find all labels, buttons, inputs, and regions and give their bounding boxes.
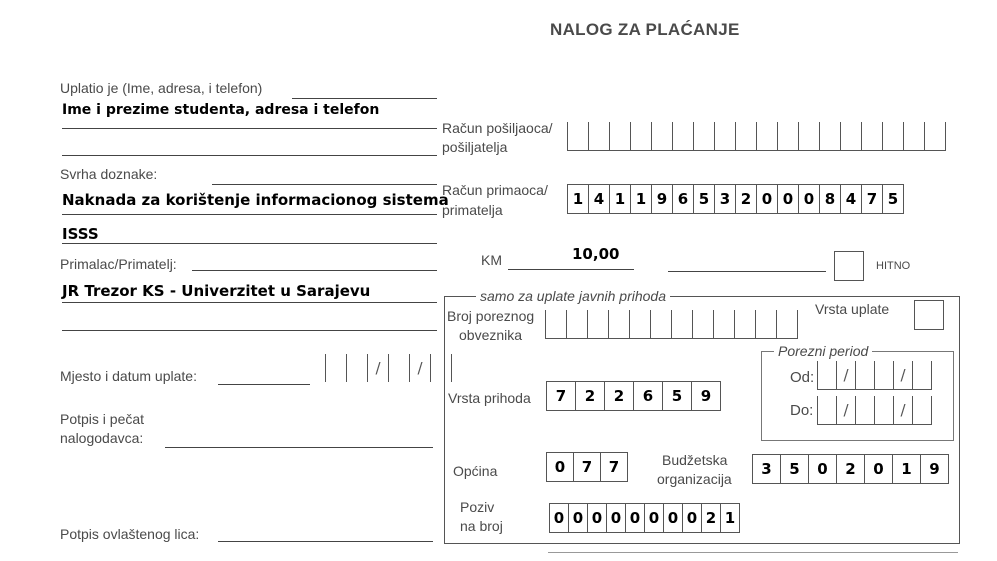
recipient-account-digit[interactable]: 0 [757,184,778,214]
municipality-label: Općina [453,463,498,479]
reference-digit[interactable]: 0 [588,503,607,533]
sender-account-cell[interactable] [904,122,925,151]
sender-account-cell[interactable] [589,122,610,151]
reference-digit[interactable]: 0 [664,503,683,533]
urgent-label: HITNO [876,260,911,272]
tax-period-from-label: Od: [790,369,815,386]
taxpayer-number-cell[interactable] [545,310,567,339]
recipient-account-digit[interactable]: 4 [589,184,610,214]
sender-account-cell[interactable] [883,122,904,151]
tax-period-cell[interactable] [913,396,932,425]
date-cell[interactable] [389,354,410,382]
recipient-account-digit[interactable]: 4 [841,184,862,214]
recipient-account-digit[interactable]: 5 [883,184,904,214]
taxpayer-number-cell[interactable] [672,310,693,339]
municipality-digit[interactable]: 7 [601,452,628,482]
date-separator: / [410,354,431,382]
taxpayer-number-cell[interactable] [567,310,588,339]
sender-account-cell[interactable] [715,122,736,151]
recipient-line-1 [62,302,437,303]
taxpayer-number-cell[interactable] [693,310,714,339]
payment-type-box[interactable] [914,300,944,330]
taxpayer-number-cell[interactable] [609,310,630,339]
recipient-account-digit[interactable]: 1 [631,184,652,214]
payer-line-1 [292,98,437,99]
amount-line [508,269,634,270]
form-title: NALOG ZA PLAĆANJE [550,20,740,39]
place-date-label: Mjesto i datum uplate: [60,368,197,384]
taxpayer-number-cell[interactable] [777,310,798,339]
tax-period-separator: / [837,361,856,390]
recipient-account-digit[interactable]: 5 [694,184,715,214]
reference-digit[interactable]: 2 [702,503,721,533]
sender-account-label-2: pošiljatelja [442,139,508,155]
tax-period-from-boxes[interactable] [817,361,932,390]
tax-period-cell[interactable] [875,361,894,390]
recipient-account-digit[interactable]: 6 [673,184,694,214]
municipality-digit[interactable]: 7 [574,452,601,482]
reference-boxes[interactable] [549,503,740,533]
authorized-signature-label: Potpis ovlaštenog lica: [60,526,200,542]
sender-account-cell[interactable] [631,122,652,151]
payer-line-3 [62,155,437,156]
sender-account-cell[interactable] [567,122,589,151]
taxpayer-number-cell[interactable] [651,310,672,339]
revenue-type-digit[interactable]: 9 [692,381,721,411]
revenue-type-digit[interactable]: 2 [576,381,605,411]
revenue-type-digit[interactable]: 6 [634,381,663,411]
payer-label: Uplatio je (Ime, adresa, i telefon) [60,80,263,96]
date-cell[interactable] [325,354,347,382]
recipient-account-digit[interactable]: 1 [567,184,589,214]
authorized-signature-line[interactable] [218,541,433,542]
payment-type-label: Vrsta uplate [815,301,890,317]
tax-period-cell[interactable] [817,396,837,425]
budget-org-label-2: organizacija [657,471,732,487]
sender-account-label-1: Račun pošiljaoca/ [442,120,553,136]
recipient-account-boxes[interactable] [567,184,904,214]
tax-period-cell[interactable] [875,396,894,425]
tax-period-separator: / [837,396,856,425]
public-revenue-legend: samo za uplate javnih prihoda [476,288,670,304]
tax-period-separator: / [894,361,913,390]
tax-period-cell[interactable] [913,361,932,390]
reference-digit[interactable]: 0 [645,503,664,533]
recipient-account-label-1: Račun primaoca/ [442,182,548,198]
payer-signature-label-2: nalogodavca: [60,430,144,446]
amount-value[interactable]: 10,00 [572,245,620,263]
reference-digit[interactable]: 1 [721,503,740,533]
payer-value[interactable]: Ime i prezime studenta, adresa i telefon [62,102,380,118]
tax-period-to-boxes[interactable] [817,396,932,425]
place-date-line [218,384,310,385]
budget-org-digit[interactable]: 9 [921,454,949,484]
budget-org-digit[interactable]: 5 [781,454,809,484]
revenue-type-boxes[interactable] [546,381,721,411]
sender-account-boxes[interactable] [567,122,946,151]
taxpayer-number-cell[interactable] [756,310,777,339]
recipient-account-digit[interactable]: 9 [652,184,673,214]
purpose-label: Svrha doznake: [60,166,158,182]
taxpayer-number-boxes[interactable] [545,310,798,339]
municipality-boxes[interactable] [546,452,628,482]
date-cell[interactable] [347,354,368,382]
budget-org-boxes[interactable] [752,454,949,484]
recipient-account-label-2: primatelja [442,202,503,218]
budget-org-digit[interactable]: 0 [865,454,893,484]
payer-line-2 [62,128,437,129]
reference-label-1: Poziv [460,499,495,515]
taxpayer-number-label-2: obveznika [459,327,523,343]
urgent-checkbox[interactable] [834,251,864,281]
tax-period-cell[interactable] [856,396,875,425]
recipient-line-2 [62,330,437,331]
sender-account-cell[interactable] [736,122,757,151]
purpose-value-2[interactable]: ISSS [62,225,99,243]
tax-period-cell[interactable] [817,361,837,390]
reference-digit[interactable]: 0 [683,503,702,533]
recipient-account-digit[interactable]: 7 [862,184,883,214]
taxpayer-number-cell[interactable] [630,310,651,339]
reference-digit[interactable]: 0 [626,503,645,533]
revenue-type-digit[interactable]: 2 [605,381,634,411]
budget-org-digit[interactable]: 3 [752,454,781,484]
tax-period-separator: / [894,396,913,425]
sender-account-cell[interactable] [778,122,799,151]
municipality-digit[interactable]: 0 [546,452,574,482]
currency-label: KM [481,252,502,268]
recipient-account-digit[interactable]: 2 [736,184,757,214]
recipient-account-digit[interactable]: 0 [799,184,820,214]
reference-label-2: na broj [460,518,503,534]
revenue-type-label: Vrsta prihoda [448,390,531,406]
purpose-line-0 [212,184,437,185]
date-separator: / [368,354,389,382]
reference-digit[interactable]: 0 [569,503,588,533]
payer-signature-line[interactable] [165,447,433,448]
tax-period-cell[interactable] [856,361,875,390]
purpose-line-1 [62,214,437,215]
taxpayer-number-cell[interactable] [588,310,609,339]
reference-digit[interactable]: 0 [607,503,626,533]
budget-org-label-1: Budžetska [662,452,728,468]
sender-account-cell[interactable] [694,122,715,151]
sender-account-cell[interactable] [673,122,694,151]
revenue-type-digit[interactable]: 5 [663,381,692,411]
sender-account-cell[interactable] [841,122,862,151]
taxpayer-number-label-1: Broj poreznog [447,308,535,324]
date-boxes[interactable] [325,354,452,382]
tax-period-legend: Porezni period [774,343,872,359]
recipient-value[interactable]: JR Trezor KS - Univerzitet u Sarajevu [62,282,371,300]
recipient-account-digit[interactable]: 1 [610,184,631,214]
recipient-account-digit[interactable]: 3 [715,184,736,214]
budget-org-digit[interactable]: 2 [837,454,865,484]
taxpayer-number-cell[interactable] [714,310,735,339]
taxpayer-number-cell[interactable] [735,310,756,339]
sender-account-cell[interactable] [925,122,946,151]
sender-account-cell[interactable] [757,122,778,151]
sender-account-cell[interactable] [862,122,883,151]
sender-account-cell[interactable] [799,122,820,151]
reference-digit[interactable]: 0 [549,503,569,533]
amount-line-2 [668,271,826,272]
purpose-line-2 [62,243,437,244]
payer-signature-label-1: Potpis i pečat [60,411,145,427]
purpose-value-1[interactable]: Naknada za korištenje informacionog sistema [62,191,449,209]
tax-period-to-label: Do: [790,402,814,419]
sender-account-cell[interactable] [820,122,841,151]
sender-account-cell[interactable] [652,122,673,151]
bottom-rule [548,552,958,553]
sender-account-cell[interactable] [610,122,631,151]
recipient-label: Primalac/Primatelj: [60,256,177,272]
budget-org-digit[interactable]: 0 [809,454,837,484]
recipient-account-digit[interactable]: 0 [778,184,799,214]
revenue-type-digit[interactable]: 7 [546,381,576,411]
recipient-account-digit[interactable]: 8 [820,184,841,214]
budget-org-digit[interactable]: 1 [893,454,921,484]
recipient-line-0 [192,270,437,271]
